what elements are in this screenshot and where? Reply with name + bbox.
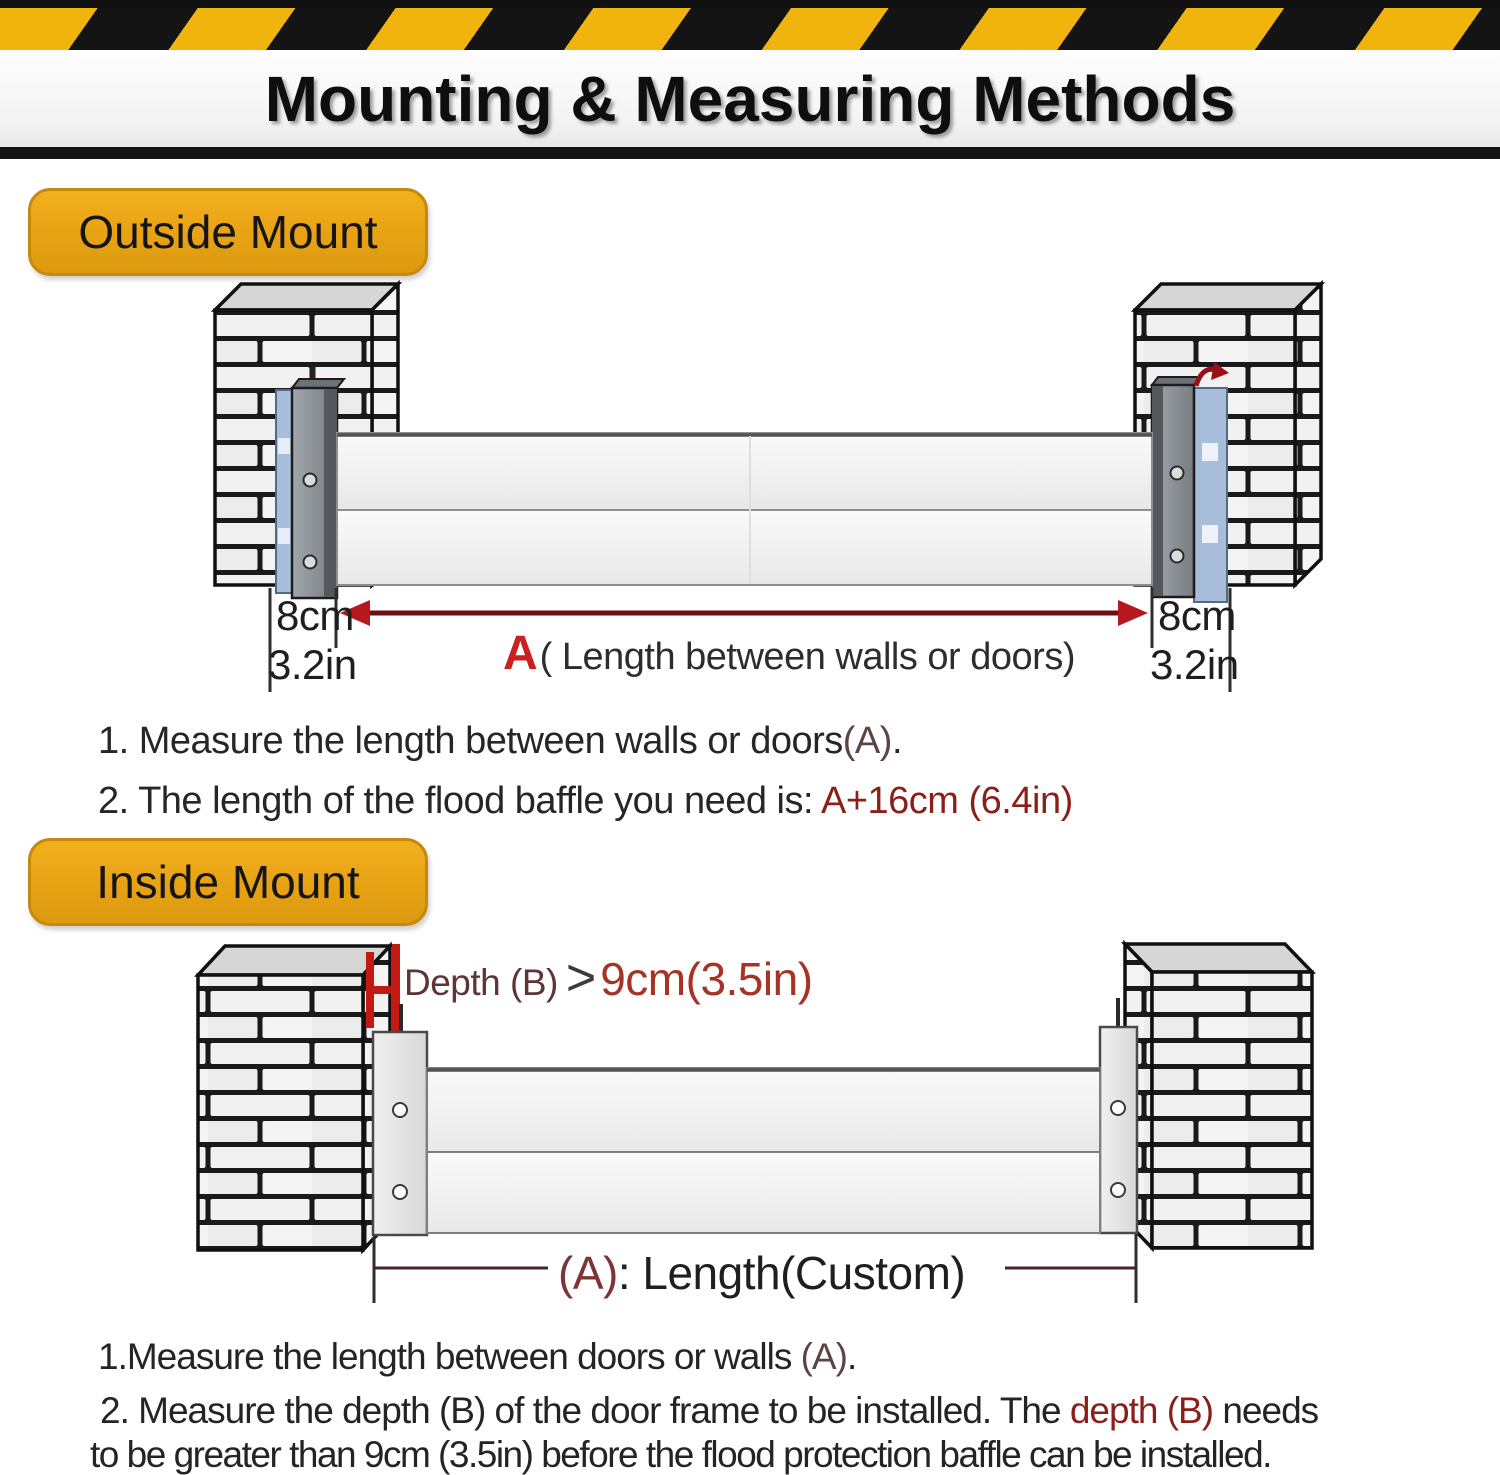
outside-step-1: [98, 720, 902, 763]
offset-left-cm: 8cm: [276, 592, 354, 639]
screw-hole: [1171, 550, 1184, 563]
outside-step-1-end: .: [891, 720, 902, 762]
depth-requirement-label: [404, 948, 813, 1008]
screw-hole: [1171, 467, 1184, 480]
offset-right-inch: 3.2in: [1150, 641, 1239, 688]
inside-step-2-line-2: to be greater than 9cm (3.5in) before the flood protection baffle can be installed.: [90, 1434, 1271, 1475]
span-length-label: [503, 626, 1075, 681]
inside-step-2-depth: depth (B): [1069, 1390, 1214, 1431]
outside-mount-badge-label: Outside Mount: [78, 206, 378, 258]
depth-label: Depth (B): [404, 962, 558, 1003]
mounting-plate-right-inside: [1100, 998, 1137, 1233]
flood-barrier-planks-inside: [427, 1068, 1100, 1233]
span-length-label-text: ( Length between walls or doors): [539, 636, 1075, 678]
offset-right-cm: 8cm: [1158, 592, 1236, 639]
brick-pillar-right-inside: [1125, 944, 1312, 1248]
inside-step-2-end: needs: [1213, 1390, 1319, 1431]
outside-step-2: [98, 780, 1073, 823]
inside-mount-badge-label: Inside Mount: [96, 856, 360, 908]
inside-step-1-end: .: [846, 1336, 857, 1377]
page-title: Mounting & Measuring Methods: [264, 62, 1236, 135]
screw-hole: [393, 1185, 407, 1199]
brick-pillar-left-inside: [198, 946, 390, 1250]
length-custom-label: [558, 1246, 965, 1300]
outside-step-1-text: 1. Measure the length between walls or doors: [98, 720, 843, 762]
outside-step-2-text: 2. The length of the flood baffle you need is:: [98, 780, 821, 822]
greater-than-sign: >: [565, 949, 597, 1007]
length-custom-text: : Length(Custom): [617, 1247, 966, 1299]
flood-barrier-planks: [337, 433, 1152, 585]
screw-hole: [1111, 1183, 1125, 1197]
span-length-label-a: A: [503, 627, 538, 680]
outside-step-1-a: (A): [842, 720, 892, 762]
inside-step-1-text: 1.Measure the length between doors or walls: [98, 1336, 801, 1377]
inside-step-2-line-1: [100, 1390, 1318, 1432]
screw-hole: [1111, 1101, 1125, 1115]
inside-step-2-text: 2. Measure the depth (B) of the door frame to be installed. The: [100, 1390, 1070, 1431]
outside-step-2-formula: A+16cm (6.4in): [821, 780, 1073, 822]
screw-hole: [304, 474, 317, 487]
depth-value: 9cm(3.5in): [600, 953, 813, 1005]
inside-step-1-a: (A): [800, 1336, 847, 1377]
mounting-plate-left-inside: [373, 1004, 427, 1235]
offset-left-inch: 3.2in: [268, 641, 357, 688]
span-arrow: [340, 600, 1148, 626]
mounting-plate-right: [1152, 362, 1229, 602]
length-custom-a: (A): [558, 1247, 618, 1299]
mounting-plate-left: [276, 366, 344, 598]
screw-hole: [393, 1103, 407, 1117]
inside-step-1: [98, 1336, 856, 1378]
screw-hole: [304, 556, 317, 569]
